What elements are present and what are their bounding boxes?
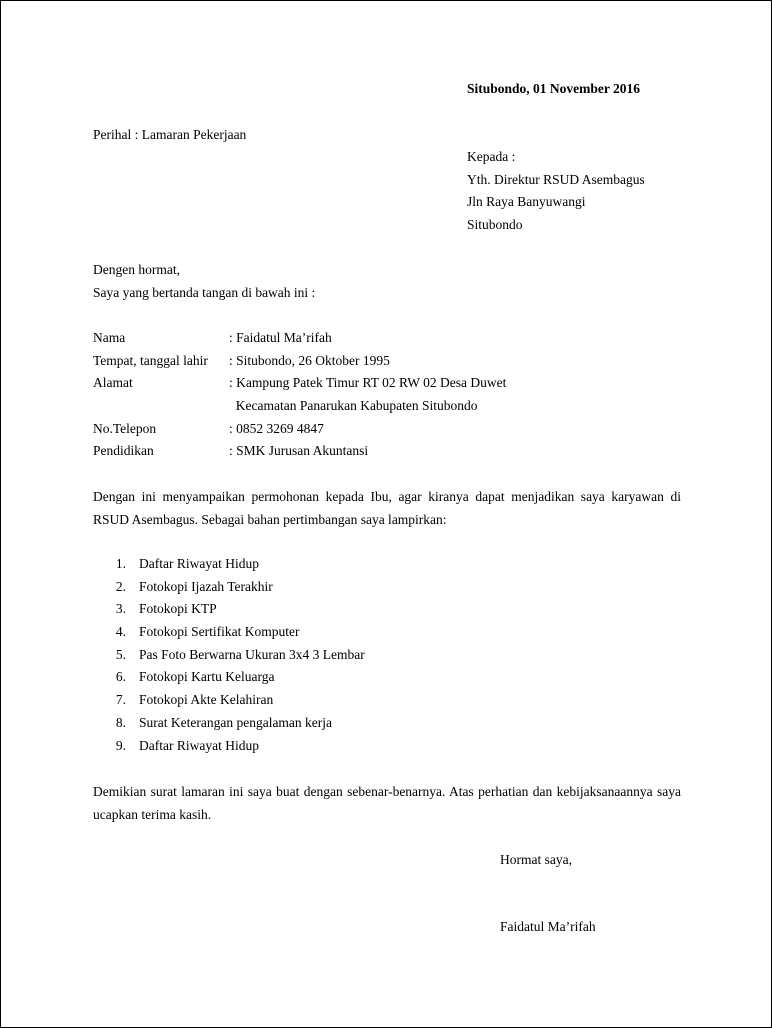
letter-date: Situbondo, 01 November 2016: [467, 81, 641, 96]
closing-salutation: Hormat saya,: [500, 852, 572, 867]
field-value: : 0852 3269 4847: [229, 421, 324, 436]
field-value: : Faidatul Ma’rifah: [229, 330, 332, 345]
field-value: : Kampung Patek Timur RT 02 RW 02 Desa Duwet: [229, 375, 507, 390]
list-number: 3.: [115, 601, 126, 617]
list-text: Fotokopi Sertifikat Komputer: [139, 624, 300, 640]
list-text: Fotokopi Ijazah Terakhir: [139, 578, 273, 594]
field-value: Kecamatan Panarukan Kabupaten Situbondo: [229, 398, 478, 413]
list-number: 7.: [115, 692, 126, 708]
greeting-block: [93, 262, 315, 307]
recipient-line: Situbondo: [467, 217, 523, 233]
list-number: 1.: [115, 556, 126, 571]
recipient-block: [467, 149, 645, 240]
field-value: : Situbondo, 26 Oktober 1995: [229, 353, 390, 368]
list-text: Fotokopi Akte Kelahiran: [139, 692, 274, 708]
field-label: Pendidikan: [93, 443, 154, 458]
list-number: 6.: [115, 669, 126, 685]
field-label: Tempat, tanggal lahir: [93, 353, 208, 368]
request-paragraph: Dengan ini menyampaikan permohonan kepada Ibu, agar kiranya dapat menjadikan saya karyawan di RSUD Asembagus. Sebagai bahan pertimbangan saya lampirkan:: [93, 489, 681, 527]
list-number: 5.: [115, 646, 126, 662]
field-label: Alamat: [93, 375, 133, 390]
list-text: Surat Keterangan pengalaman kerja: [139, 714, 333, 730]
intro-line: Saya yang bertanda tangan di bawah ini :: [93, 284, 316, 300]
recipient-line: Jln Raya Banyuwangi: [467, 194, 586, 210]
list-number: 2.: [115, 578, 126, 594]
recipient-line: Yth. Direktur RSUD Asembagus: [467, 171, 645, 187]
list-number: 8.: [115, 714, 126, 730]
closing-paragraph: Demikian surat lamaran ini saya buat dengan sebenar-benarnya. Atas perhatian dan kebijaksanaannya saya ucapkan terima kasih.: [93, 784, 681, 822]
list-text: Daftar Riwayat Hidup: [139, 737, 259, 753]
letter-subject: Perihal : Lamaran Pekerjaan: [93, 127, 247, 142]
field-label: Nama: [93, 330, 126, 345]
list-text: Fotokopi KTP: [139, 601, 217, 617]
signer-name: Faidatul Ma’rifah: [500, 919, 596, 934]
list-number: 9.: [115, 737, 126, 753]
list-number: 4.: [115, 624, 126, 640]
greeting: Dengen hormat,: [93, 262, 180, 277]
list-text: Daftar Riwayat Hidup: [139, 556, 259, 571]
recipient-line: Kepada :: [467, 149, 516, 164]
field-label: No.Telepon: [93, 421, 157, 436]
list-text: Fotokopi Kartu Keluarga: [139, 669, 275, 685]
list-text: Pas Foto Berwarna Ukuran 3x4 3 Lembar: [139, 646, 365, 662]
field-value: : SMK Jurusan Akuntansi: [229, 443, 369, 458]
